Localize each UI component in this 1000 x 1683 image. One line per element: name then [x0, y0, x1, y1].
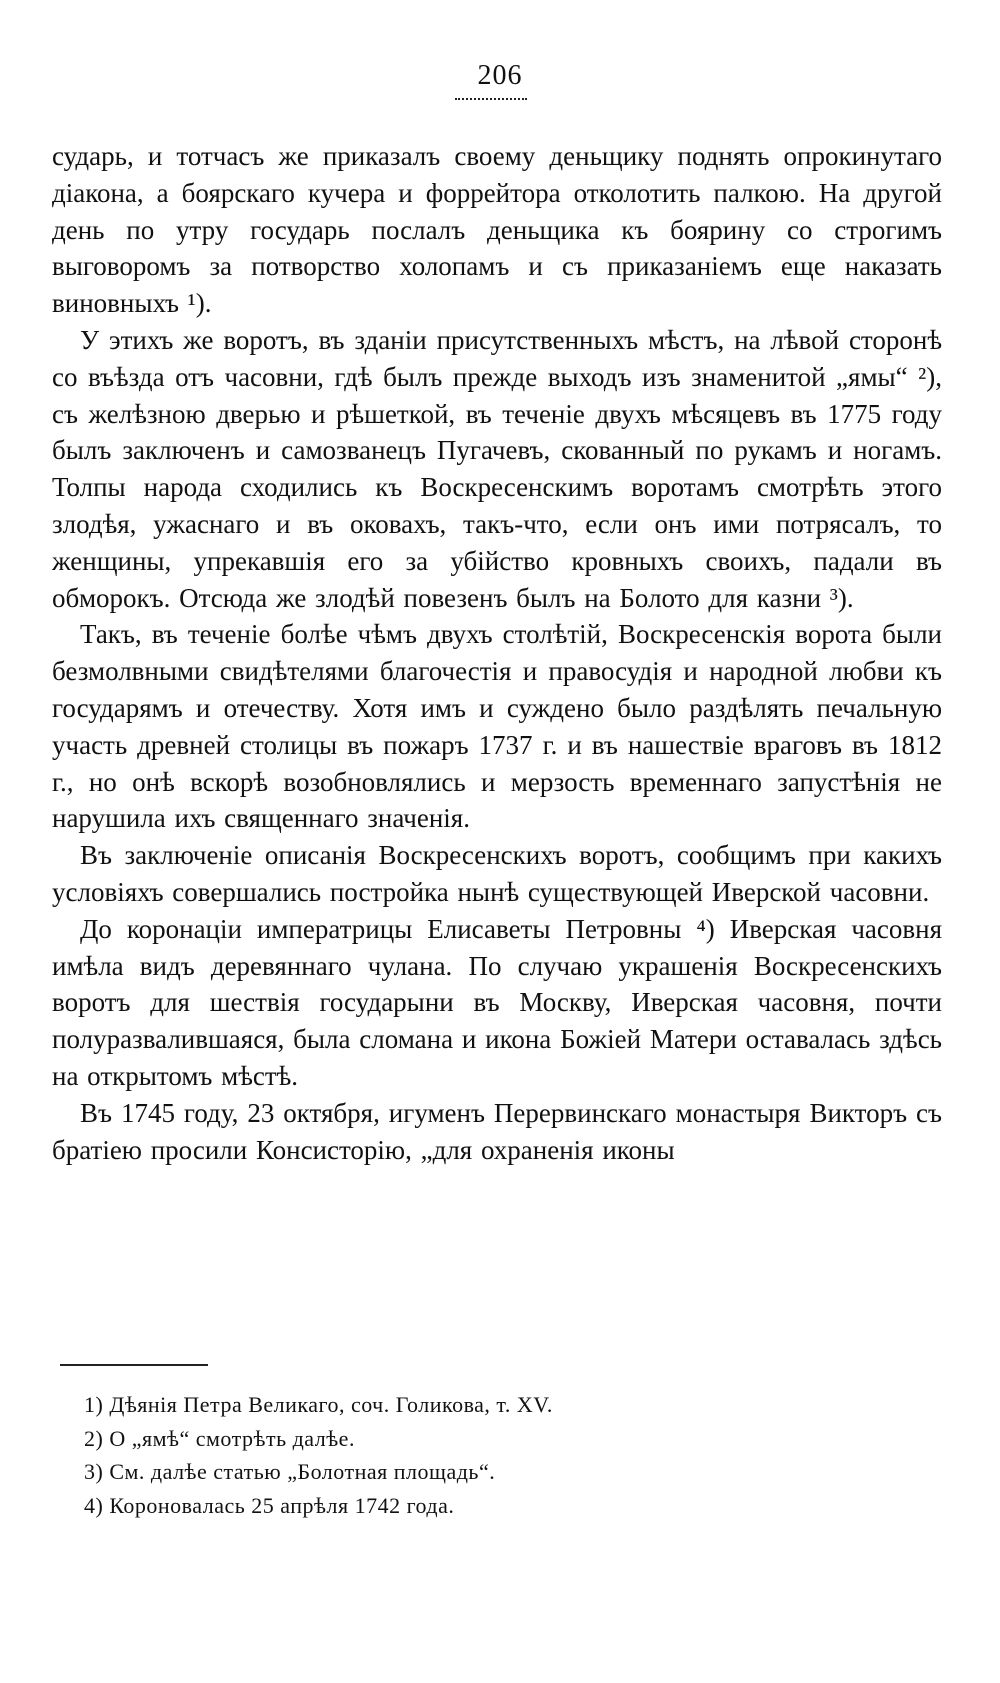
footnote-separator [60, 1364, 208, 1366]
body-text [52, 138, 942, 1168]
footnote-3: 3) См. далѣе статью „Болотная площадь“. [84, 1459, 496, 1484]
paragraph-continuation: сударь, и тотчасъ же приказалъ своему деньщику поднять опрокинутаго діакона, а боярскаго кучера и форрейтора отколотить палкою. На другой день по утру государь послалъ деньщика къ боярину со строгимъ выговоромъ за потворство холопамъ и съ приказаніемъ еще наказать виновныхъ ¹). [52, 141, 942, 319]
paragraph-two-centuries: Такъ, въ теченіе болѣе чѣмъ двухъ столѣтій, Воскресенскія ворота были безмолвными свидѣтелями благочестія и правосудія и народной любви къ государямъ и отечеству. Хотя имъ и суждено было раздѣлять печальную участь древней столицы въ пожаръ 1737 г. и въ нашествіе враговъ въ 1812 г., но онѣ вскорѣ возобновлялись и мерзость временнаго запустѣнія не нарушила ихъ священнаго значенія. [52, 619, 942, 834]
page-number-underline [455, 98, 527, 100]
paragraph-1745: Въ 1745 году, 23 октября, игуменъ Перервинскаго монастыря Викторъ съ братіею просили Консисторію, „для охраненія иконы [52, 1097, 942, 1165]
paragraph-pugachev: У этихъ же воротъ, въ зданіи присутственныхъ мѣстъ, на лѣвой сторонѣ со въѣзда отъ часовни, гдѣ былъ прежде выходъ изъ знаменитой „ямы“ ²), съ желѣзною дверью и рѣшеткой, въ теченіе двухъ мѣсяцевъ въ 1775 году былъ заключенъ и самозванецъ Пугачевъ, скованный по рукамъ и ногамъ. Толпы народа сходились къ Воскресенскимъ воротамъ смотрѣть этого злодѣя, ужаснаго и въ оковахъ, такъ-что, если онъ ими потрясалъ, то женщины, упрекавшія его за убійство кровныхъ своихъ, падали въ обморокъ. Отсюда же злодѣй повезенъ былъ на Болото для казни ³). [52, 324, 942, 613]
footnotes [84, 1388, 924, 1522]
paragraph-conclusion-intro: Въ заключеніе описанія Воскресенскихъ воротъ, сообщимъ при какихъ условіяхъ совершались постройка нынѣ существующей Иверской часовни. [52, 840, 942, 907]
paragraph-coronation: До коронаціи императрицы Елисаветы Петровны ⁴) Иверская часовня имѣла видъ деревяннаго чулана. По случаю украшенія Воскресенскихъ воротъ для шествія государыни въ Москву, Иверская часовня, почти полуразвалившаяся, была сломана и икона Божіей Матери оставалась здѣсь на открытомъ мѣстѣ. [52, 913, 942, 1091]
footnote-4: 4) Короновалась 25 апрѣля 1742 года. [84, 1492, 455, 1518]
page-number: 206 [477, 60, 523, 91]
footnote-2: 2) О „ямѣ“ смотрѣть далѣе. [84, 1425, 355, 1451]
footnote-1: 1) Дѣянія Петра Великаго, соч. Голикова, т. XV. [84, 1392, 553, 1417]
